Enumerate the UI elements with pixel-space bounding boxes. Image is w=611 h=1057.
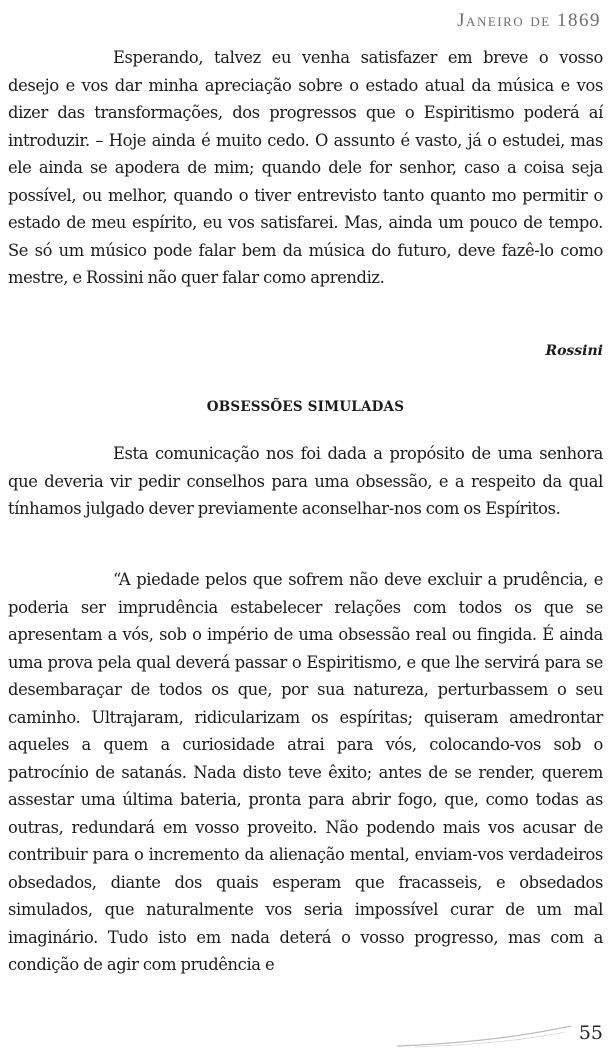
paragraph-2: Esta comunicação nos foi dada a propósito de uma senhora que deveria vir pedir conselhos para uma obsessão, e a respeito da qual tínhamos julgado dever previamente aconselhar-nos com os Espíritos. bbox=[8, 444, 603, 518]
page-number: 55 bbox=[578, 1022, 603, 1044]
running-header: Janeiro de 1869 bbox=[457, 10, 601, 31]
paragraph-3: “A piedade pelos que sofrem não deve excluir a prudência, e poderia ser imprudência estabelecer relações com todos os que se apresentam a vós, sob o império de uma obsessão real ou fingida. É ainda uma prova pela qual deverá passar o Espiritismo, e que lhe servirá para se desembaraçar de todos os que, por sua natureza, perturbassem o seu caminho. Ultrajaram, ridicularizam os espíritas; quiseram amedrontar aqueles a quem a curiosidade atrai para vós, colocando-vos sob o patrocínio de satanás. Nada disto teve êxito; antes de se render, querem assestar uma última bateria, pronta para abrir fogo, que, como todas as outras, redundará em vosso proveito. Não podendo mais vos acusar de contribuir para o incremento da alienação mental, enviam-vos verdadeiros obsedados, diante dos quais esperam que fracasseis, e obsedados simulados, que naturalmente vos seria impossível curar de um mal imaginário. Tudo isto em nada deterá o vosso progresso, mas com a condição de agir com prudência e bbox=[8, 570, 603, 974]
section-title: OBSESSÕES SIMULADAS bbox=[206, 399, 405, 415]
paragraph-1: Esperando, talvez eu venha satisfazer em breve o vosso desejo e vos dar minha apreciação sobre o estado atual da música e vos dizer das transformações, dos progressos que o Espiritismo poderá aí introduzir. – Hoje ainda é muito cedo. O assunto é vasto, já o estudei, mas ele ainda se apodera de mim; quando dele for senhor, caso a coisa seja possível, ou melhor, quando o tiver entrevisto tanto quanto mo permitir o estado de meu espírito, eu vos satisfarei. Mas, ainda um pouco de tempo. Se só um músico pode falar bem da música do futuro, deve fazê-lo como mestre, e Rossini não quer falar como aprendiz. bbox=[8, 48, 603, 287]
signature: Rossini bbox=[545, 343, 603, 359]
footer-ornament-curve bbox=[395, 1020, 575, 1050]
